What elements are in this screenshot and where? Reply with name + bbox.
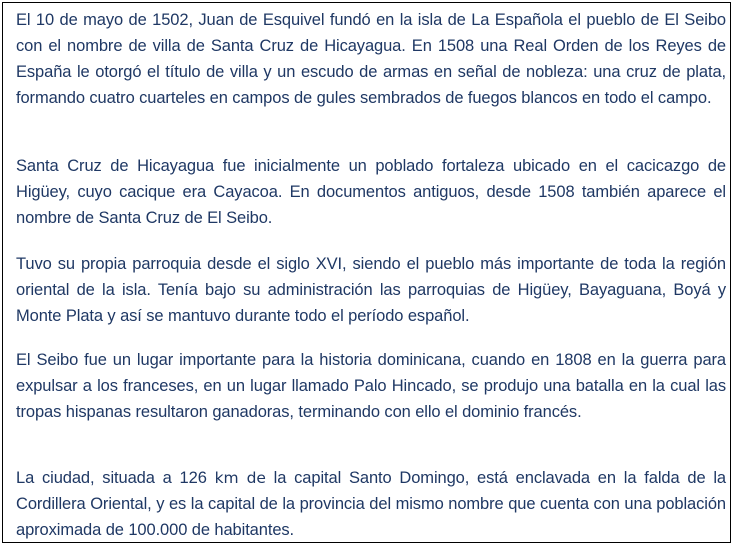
document-frame bbox=[2, 2, 731, 543]
paragraph-founding: El 10 de mayo de 1502, Juan de Esquivel fundó en la isla de La Española el pueblo de El Seibo con el nombre de villa de Santa Cruz de Hicayagua. En 1508 una Real Orden de los Reyes de España le otorgó el título de villa y un escudo de armas en señal de nobleza: una cruz de plata, formando cuatro cuarteles en campos de gules sembrados de fuegos blancos en todo el campo. bbox=[16, 11, 726, 107]
paragraph-hicayagua: Santa Cruz de Hicayagua fue inicialmente un poblado fortaleza ubicado en el cacicazgo de Higüey, cuyo cacique era Cayacoa. En documentos antiguos, desde 1508 también aparece el nombre de Santa Cruz de El Seibo. bbox=[16, 157, 726, 227]
paragraph-historia: El Seibo fue un lugar importante para la historia dominicana, cuando en 1808 en la guerra para expulsar a los franceses, en un lugar llamado Palo Hincado, se produjo una batalla en la cual las tropas hispanas resultaron ganadoras, terminando con ello el dominio francés. bbox=[16, 351, 726, 421]
paragraph-ciudad-end: la capital Santo Domingo, está enclavada en la falda de la Cordillera Oriental, y es la capital de la provincia del mismo nombre que cuenta con una población aproximada de 100.000 de habitantes. bbox=[16, 469, 726, 539]
distance-unit-text: km de bbox=[214, 469, 266, 487]
paragraph-ciudad bbox=[16, 465, 726, 543]
paragraph-parroquia: Tuvo su propia parroquia desde el siglo XVI, siendo el pueblo más importante de toda la región oriental de la isla. Tenía bajo su administración las parroquias de Higüey, Bayaguana, Boyá y Monte Plata y así se mantuvo durante todo el período español. bbox=[16, 255, 726, 325]
paragraph-ciudad-start: La ciudad, situada a 126 bbox=[16, 469, 215, 487]
